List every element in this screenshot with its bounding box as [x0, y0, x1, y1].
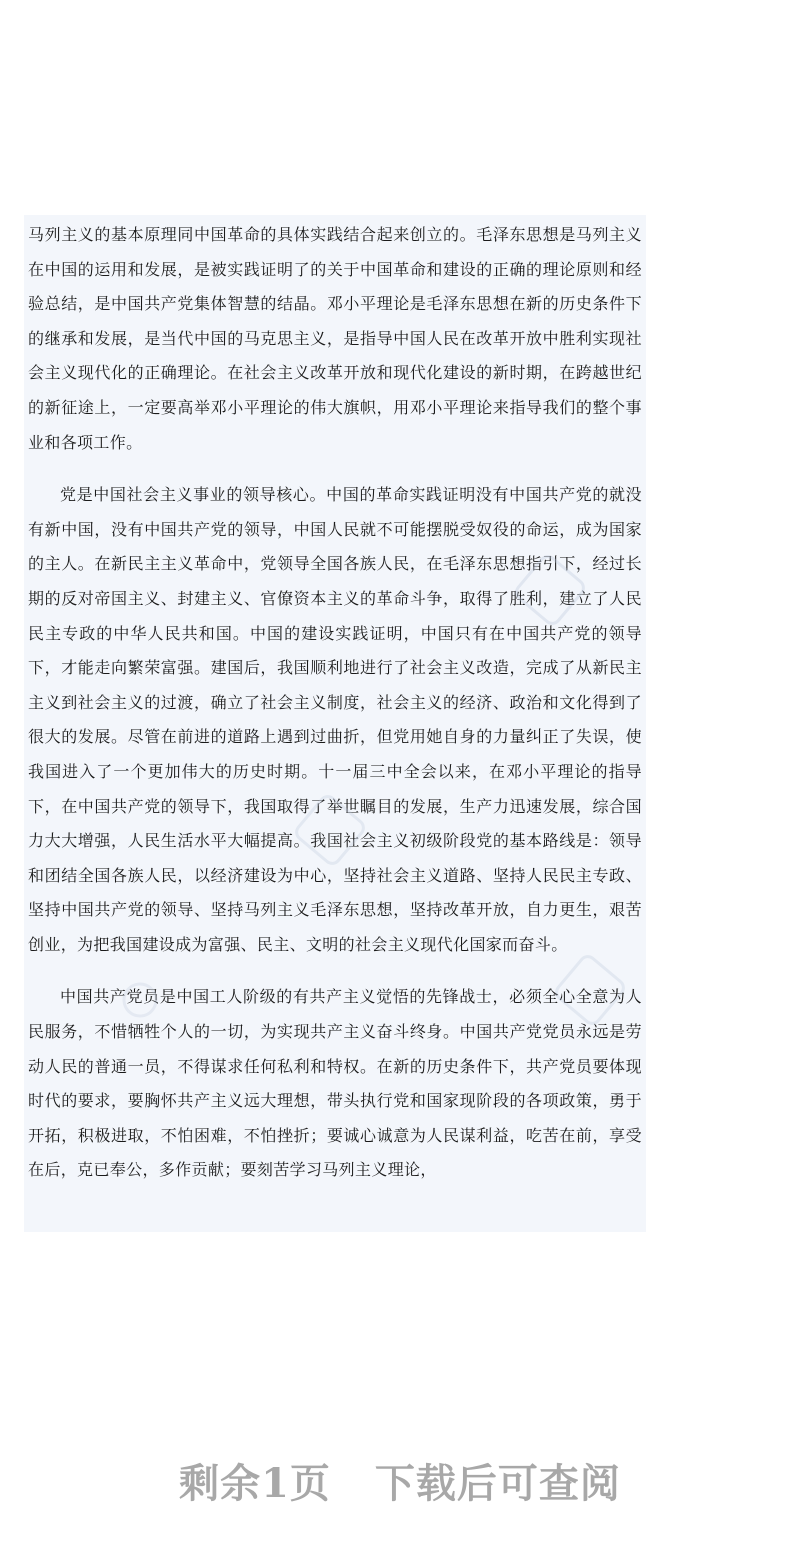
- download-to-view-label: 下载后可查阅: [374, 1460, 621, 1507]
- document-body: [24, 215, 646, 1232]
- paragraph-3: 中国共产党员是中国工人阶级的有共产主义觉悟的先锋战士，必须全心全意为人民服务，不惜牺牲个人的一切，为实现共产主义奋斗终身。中国共产党党员永远是劳动人民的普通一员，不得谋求任何私利和特权。在新的历史条件下，共产党员要体现时代的要求，要胸怀共产主义远大理想，带头执行党和国家现阶段的各项政策，勇于开拓，积极进取，不怕困难，不怕挫折；要诚心诚意为人民谋利益，吃苦在前，享受在后，克已奉公，多作贡献；要刻苦学习马列主义理论，: [28, 987, 642, 1180]
- remaining-pages-label: 剩余1页: [179, 1460, 331, 1507]
- download-prompt[interactable]: [0, 1452, 800, 1509]
- paragraph-1: 马列主义的基本原理同中国革命的具体实践结合起来创立的。毛泽东思想是马列主义在中国的运用和发展，是被实践证明了的关于中国革命和建设的正确的理论原则和经验总结，是中国共产党集体智慧的结晶。邓小平理论是毛泽东思想在新的历史条件下的继承和发展，是当代中国的马克思主义，是指导中国人民在改革开放中胜利实现社会主义现代化的正确理论。在社会主义改革开放和现代化建设的新时期，在跨越世纪的新征途上，一定要高举邓小平理论的伟大旗帜，用邓小平理论来指导我们的整个事业和各项工作。: [28, 225, 642, 452]
- paragraph-2: 党是中国社会主义事业的领导核心。中国的革命实践证明没有中国共产党的就没有新中国，没有中国共产党的领导，中国人民就不可能摆脱受奴役的命运，成为国家的主人。在新民主主义革命中，党领导全国各族人民，在毛泽东思想指引下，经过长期的反对帝国主义、封建主义、官僚资本主义的革命斗争，取得了胜利，建立了人民民主专政的中华人民共和国。中国的建设实践证明，中国只有在中国共产党的领导下，才能走向繁荣富强。建国后，我国顺利地进行了社会主义改造，完成了从新民主主义到社会主义的过渡，确立了社会主义制度，社会主义的经济、政治和文化得到了很大的发展。尽管在前进的道路上遇到过曲折，但党用她自身的力量纠正了失误，使我国进入了一个更加伟大的历史时期。十一届三中全会以来，在邓小平理论的指导下，在中国共产党的领导下，我国取得了举世瞩目的发展，生产力迅速发展，综合国力大大增强，人民生活水平大幅提高。我国社会主义初级阶段党的基本路线是：领导和团结全国各族人民，以经济建设为中心，坚持社会主义道路、坚持人民民主专政、坚持中国共产党的领导、坚持马列主义毛泽东思想，坚持改革开放，自力更生，艰苦创业，为把我国建设成为富强、民主、文明的社会主义现代化国家而奋斗。: [28, 485, 642, 954]
